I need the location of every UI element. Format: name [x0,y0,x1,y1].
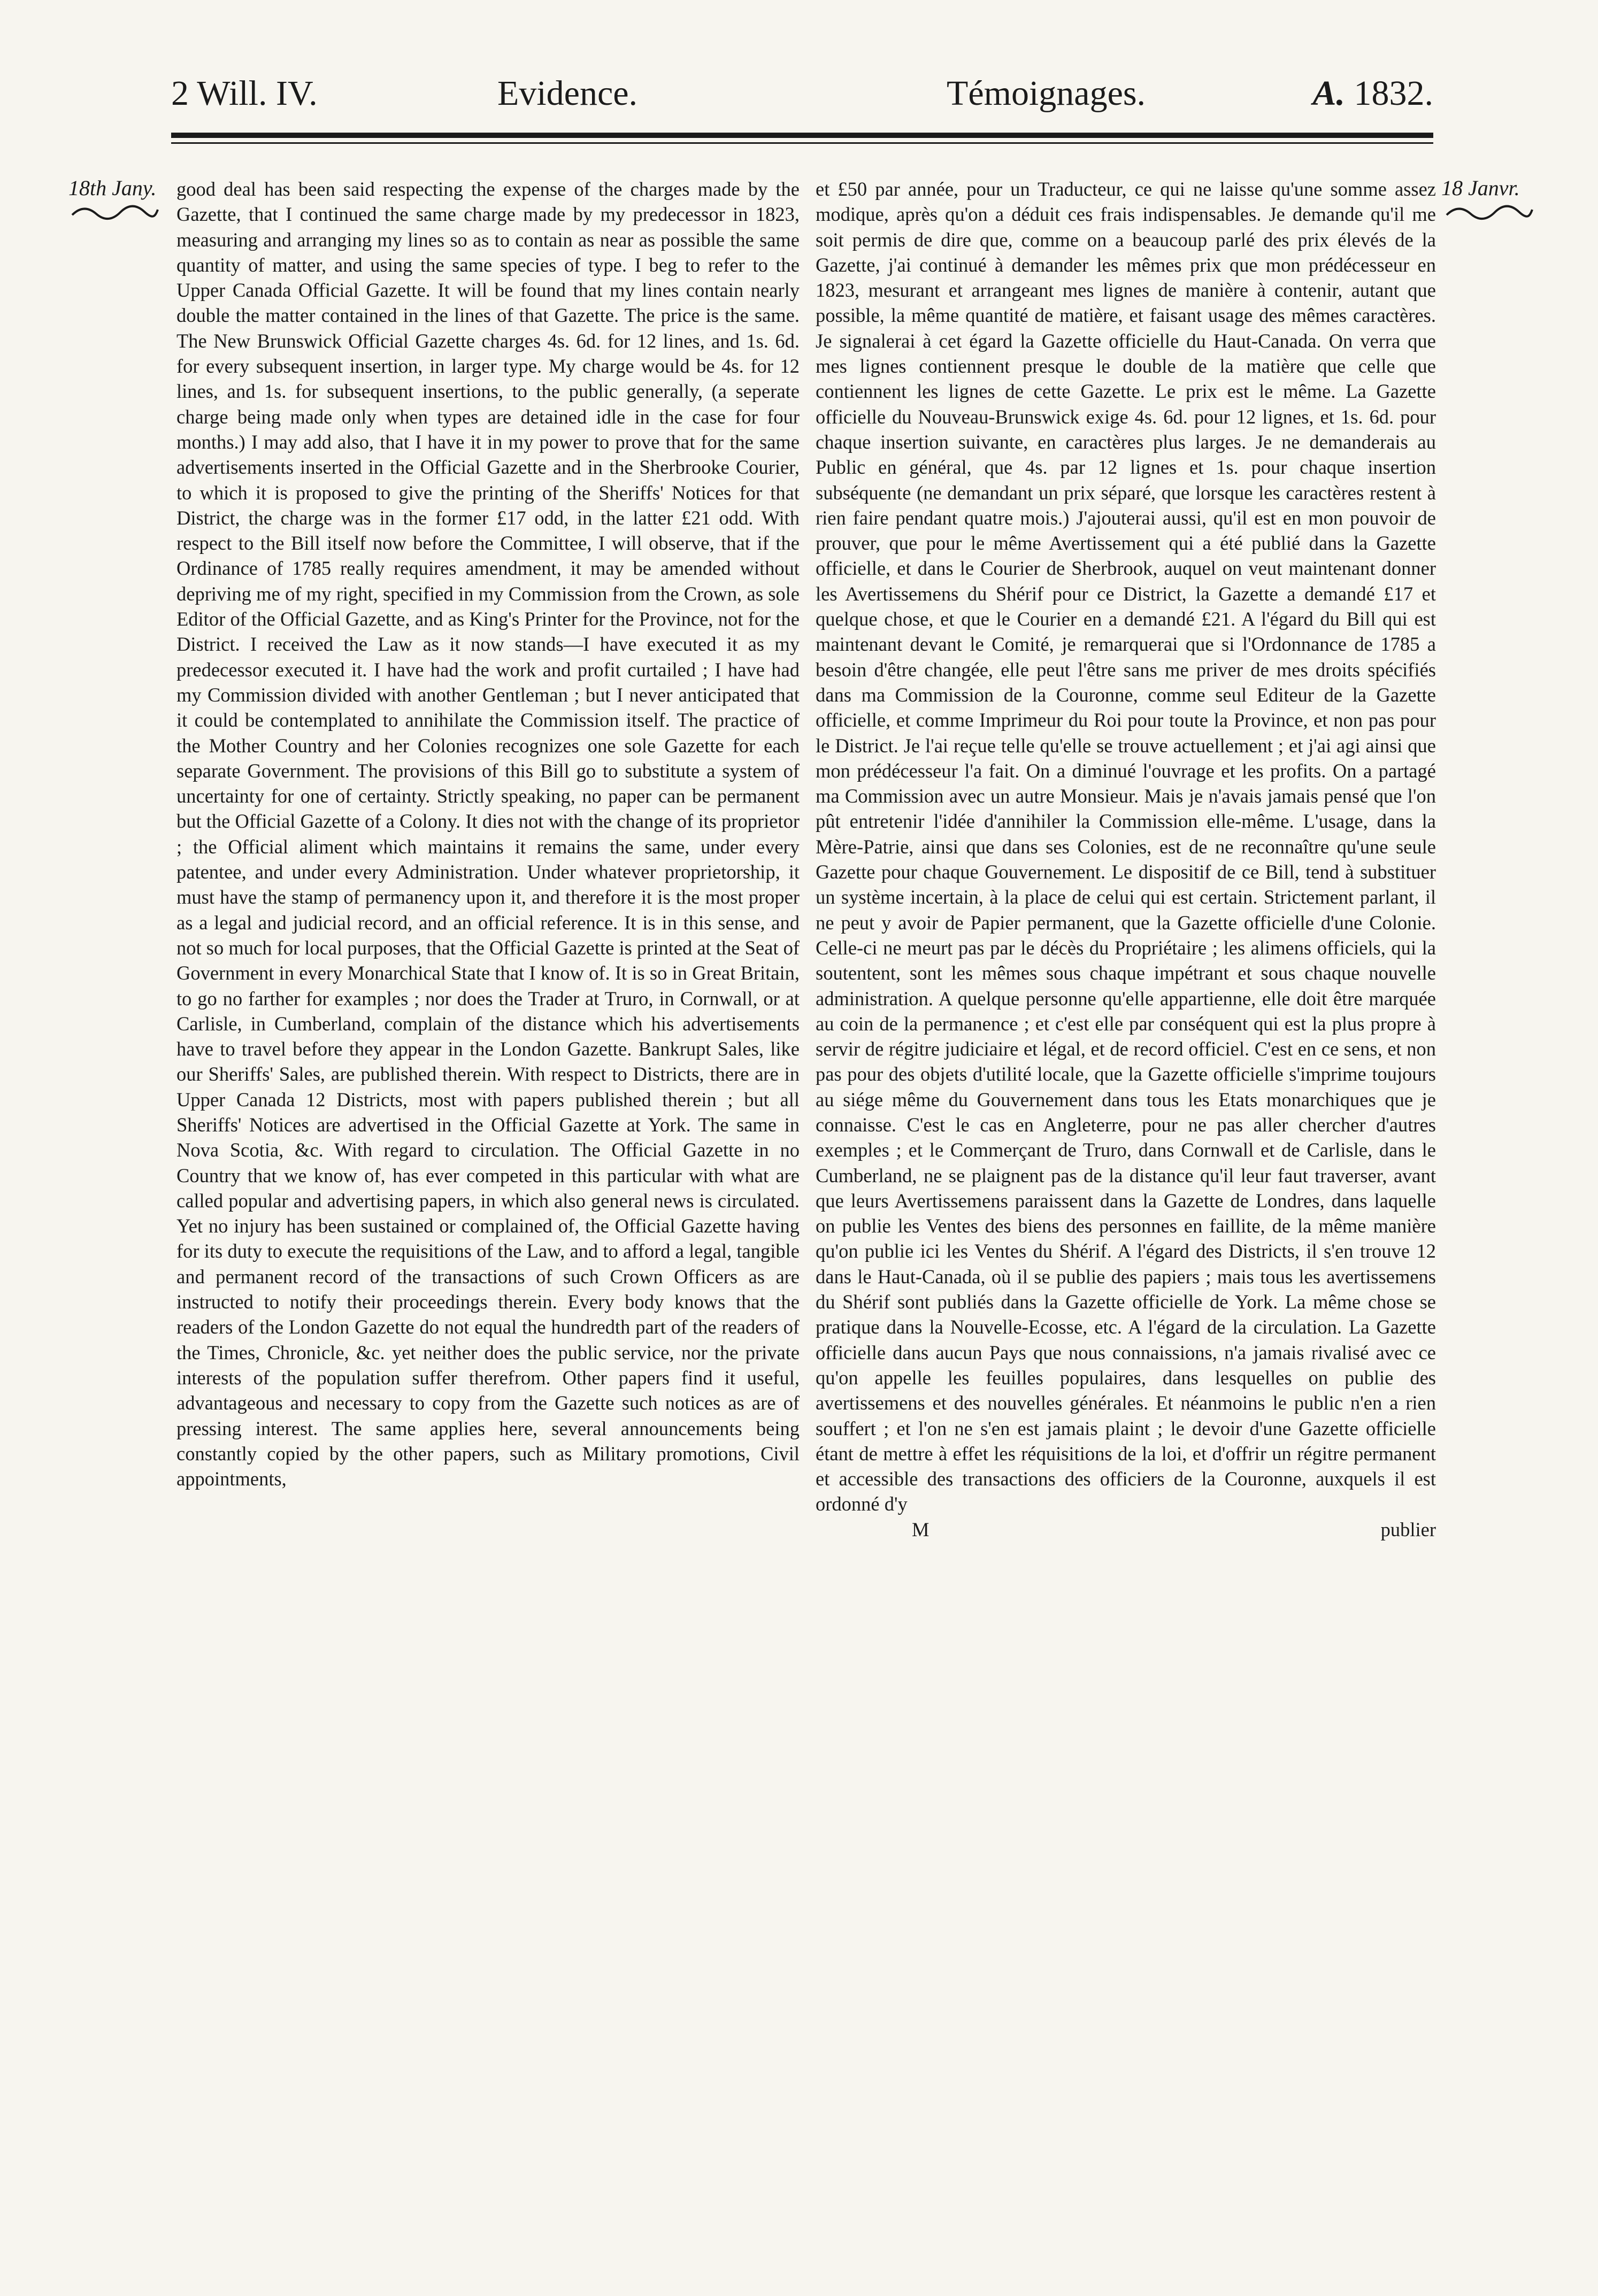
english-column [176,176,800,1491]
regnal-year: 2 Will. IV. [171,74,318,113]
english-text: good deal has been said respecting the expense of the charges made by the Gazette, that I continued the same charge made by my predecessor in 1823, measuring and arranging my lines so as to contain as near as possible the same quantity of matter, and using the same species of type. I beg to refer to the Upper Canada Official Gazette. It will be found that my lines contain nearly double the matter contained in the lines of that Gazette. The price is the same. The New Brunswick Official Gazette charges 4s. 6d. for 12 lines, and 1s. 6d. for every subsequent insertion, in larger type. My charge would be 4s. for 12 lines, and 1s. for subsequent insertions, to the public generally, (a seperate charge being made only when types are detained idle in the case for four months.) I may add also, that I have it in my power to prove that for the same advertisements inserted in the Official Gazette and in the Sherbrooke Courier, to which it is proposed to give the printing of the Sheriffs' Notices for that District, the charge was in the former £17 odd, in the latter £21 odd. With respect to the Bill itself now before the Committee, I will observe, that if the Ordinance of 1785 really requires amendment, it may be amended without depriving me of my right, specified in my Commission from the Crown, as sole Editor of the Official Gazette, and as King's Printer for the Province, not for the District. I received the Law as it now stands—I have executed it as my predecessor executed it. I have had the work and profit curtailed ; I have had my Commission divided with another Gentleman ; but I never anticipated that it could be contemplated to annihilate the Commission itself. The practice of the Mother Country and her Colonies recognizes one sole Gazette for each separate Government. The provisions of this Bill go to substitute a system of uncertainty for one of certainty. Strictly speaking, no paper can be permanent but the Official Gazette of a Colony. It dies not with the change of its proprietor ; the Official aliment which maintains it remains the same, under every patentee, and under every Administration. Under whatever proprietorship, it must have the stamp of permanency upon it, and therefore it is the most proper as a legal and judicial record, and an official reference. It is in this sense, and not so much for local purposes, that the Official Gazette is printed at the Seat of Government in every Monarchical State that I know of. It is so in Great Britain, to go no farther for examples ; nor does the Trader at Truro, in Cornwall, or at Carlisle, in Cumberland, complain of the distance which his advertisements have to travel before they appear in the London Gazette. Bankrupt Sales, like our Sheriffs' Sales, are published therein. With respect to Districts, there are in Upper Canada 12 Districts, most with papers published therein ; but all Sheriffs' Notices are advertised in the Official Gazette at York. The same in Nova Scotia, &c. With regard to circulation. The Official Gazette in no Country that we know of, has ever competed in this particular with what are called popular and advertising papers, in which also general news is circulated. Yet no injury has been sustained or complained of, the Official Gazette having for its duty to execute the requisitions of the Law, and to afford a legal, tangible and permanent record of the transactions of such Crown Officers as are instructed to notify their proceedings therein. Every body knows that the readers of the London Gazette do not equal the hundredth part of the readers of the Times, Chronicle, &c. yet neither does the public service, nor the private interests of the population suffer therefrom. Other papers find it useful, advantageous and necessary to copy from the Gazette such notices as are of pressing interest. The same applies here, several announcements being constantly copied by the other papers, such as Military promotions, Civil appointments, [176,178,800,1490]
header-rule-thick [171,133,1433,138]
french-text: et £50 par année, pour un Traducteur, ce qui ne laisse qu'une somme assez modique, après qu'on a déduit ces frais indispensables. Je demande qu'il me soit permis de dire que, comme on a beaucoup parlé des prix élevés de la Gazette, j'ai continué à demander les mêmes prix que mon prédécesseur en 1823, mesurant et arrangeant mes lignes de manière à contenir, autant que possible, la même quantité de matière, et faisant usage des mêmes caractères. Je signalerai à cet égard la Gazette officielle du Haut-Canada. On verra que mes lignes contiennent presque le double de la matière que celle que contiennent les lignes de cette Gazette. Le prix est le même. La Gazette officielle du Nouveau-Brunswick exige 4s. 6d. pour 12 lignes, et 1s. 6d. pour chaque insertion suivante, en caractères plus larges. Je ne demanderais au Public en général, que 4s. par 12 lignes et 1s. pour chaque insertion subséquente (ne demandant un prix séparé, que lorsque les caractères restent à rien faire pendant quatre mois.) J'ajouterai aussi, qu'il est en mon pouvoir de prouver, que pour le même Avertissement qui a été publié dans la Gazette officielle, et dans le Courier de Sherbrook, auquel on veut maintenant donner les Avertissemens du Shérif pour ce District, la Gazette a demandé £17 et quelque chose, et que le Courier en a demandé £21. A l'égard du Bill qui est maintenant devant le Comité, je remarquerai que si l'Ordonnance de 1785 a besoin d'être changée, elle peut l'être sans me priver de mes droits spécifiés dans ma Commission de la Couronne, comme seul Editeur de la Gazette officielle, et comme Imprimeur du Roi pour toute la Province, et non pas pour le District. Je l'ai reçue telle qu'elle se trouve actuellement ; et j'ai agi ainsi que mon prédécesseur l'a fait. On a diminué l'ouvrage et les profits. On a partagé ma Commission avec un autre Monsieur. Mais je n'avais jamais pensé que l'on pût entretenir l'idée d'annihiler la Commission elle-même. L'usage, dans la Mère-Patrie, ainsi que dans ses Colonies, est de ne reconnaître qu'une seule Gazette pour chaque Gouvernement. Le dispositif de ce Bill, tend à substituer un système incertain, à la place de celui qui est certain. Strictement parlant, il ne peut y avoir de Papier permanent, que la Gazette officielle d'une Colonie. Celle-ci ne meurt pas par le décès du Propriétaire ; les alimens officiels, qui la soutentent, sont les mêmes sous chaque impétrant et sous chaque nouvelle administration. A quelque personne qu'elle appartienne, elle doit être marquée au coin de la permanence ; et c'est elle par conséquent qui est la plus propre à servir de régitre judiciaire et légal, et de record officiel. C'est en ce sens, et non pas pour des objets d'utilité locale, que la Gazette officielle s'imprime toujours au siége même du Gouvernement dans tous les Etats monarchiques que je connaisse. C'est le cas en Angleterre, pour ne pas aller chercher d'autres exemples ; et le Commerçant de Truro, dans Cornwall et de Carlisle, dans le Cumberland, ne se plaignent pas de la distance qu'il leur faut traverser, avant que leurs Avertissemens paraissent dans la Gazette de Londres, dans laquelle on publie les Ventes des biens des personnes en faillite, de la même manière qu'on publie ici les Ventes du Shérif. A l'égard des Districts, il s'en trouve 12 dans le Haut-Canada, où il se publie des papiers ; mais tous les avertissemens du Shérif sont publiés dans la Gazette officielle de York. La même chose se pratique dans la Nouvelle-Ecosse, etc. A l'égard de la circulation. La Gazette officielle dans aucun Pays que nous connaissions, n'a jamais rivalisé avec ce qu'on appelle les feuilles populaires, dans lesquelles on publie des avertissemens et des nouvelles générales. Et néanmoins le public n'en a rien souffert ; et l'on ne s'en est jamais plaint ; le devoir d'une Gazette officielle étant de mettre à effet les réquisitions de la loi, et d'offrir un régitre permanent et accessible des transactions des officiers de la Couronne, auxquels il est ordonné d'y [816,178,1436,1515]
header-rule-thin [171,142,1433,144]
margin-date-right: 18 Janvr. [1441,176,1520,200]
catchword: publier [1380,1518,1436,1540]
header-temoignages: Témoignages. [947,74,1146,113]
flourish-right [1444,204,1535,220]
margin-date-left: 18th Jany. [68,176,157,200]
year-number: 1832. [1354,74,1433,113]
signature-mark: M [912,1518,929,1540]
french-column [816,176,1436,1542]
running-header [160,72,1433,115]
header-evidence: Evidence. [497,74,638,113]
year-prefix: A. [1312,74,1345,113]
header-year [1312,72,1433,115]
flourish-left [70,204,160,220]
page-footer-line [816,1517,1436,1542]
